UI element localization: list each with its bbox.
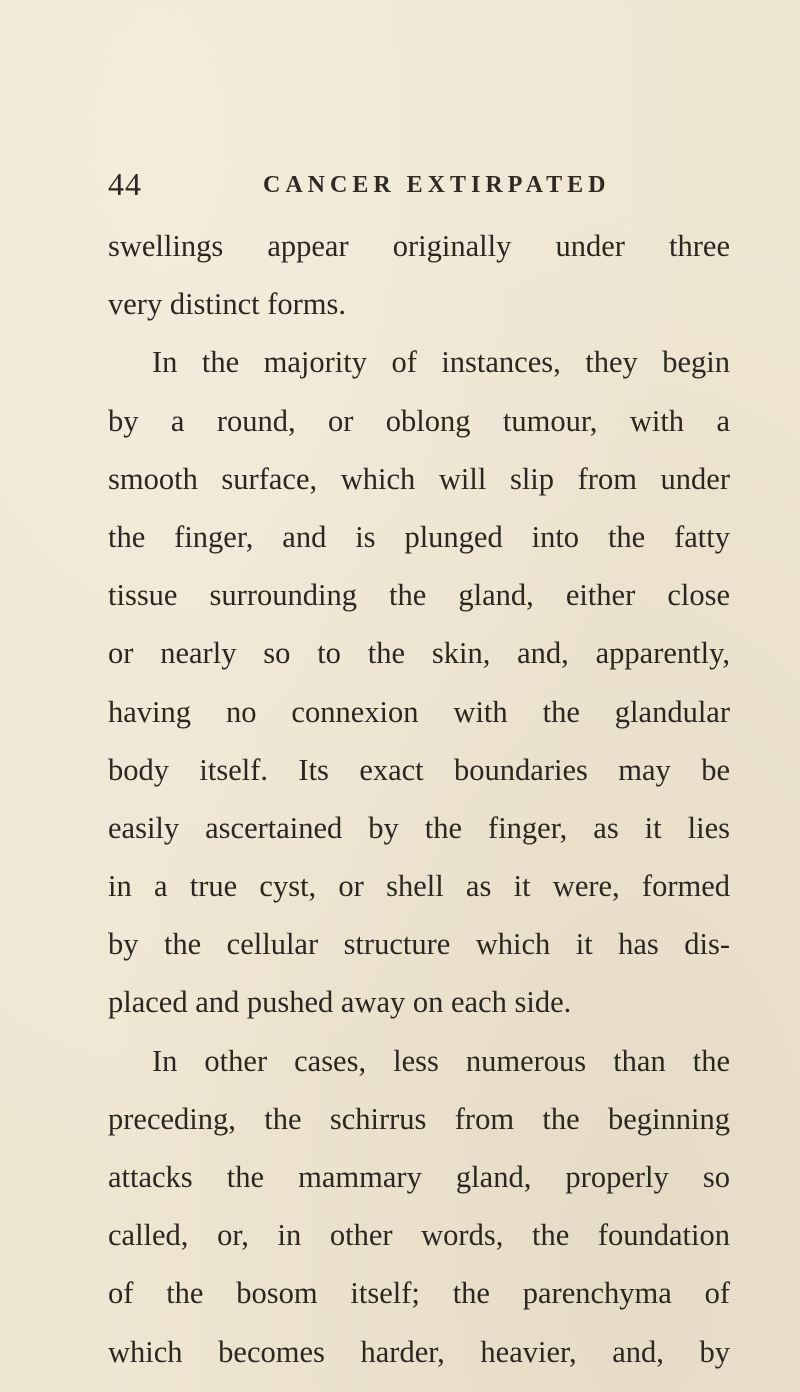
page-number: 44 xyxy=(108,166,142,202)
text-line: tissue surrounding the gland, either close xyxy=(108,578,730,613)
running-head xyxy=(108,166,728,206)
text-line: or nearly so to the skin, and, apparently, xyxy=(108,636,730,671)
text-line: having no connexion with the glandular xyxy=(108,694,730,729)
text-line: placed and pushed away on each side. xyxy=(108,985,572,1020)
text-line: preceding, the schirrus from the beginning xyxy=(108,1101,730,1136)
text-line: in a true cyst, or shell as it were, formed xyxy=(108,869,730,904)
text-line: by the cellular structure which it has dis- xyxy=(108,927,730,962)
text-line: called, or, in other words, the foundation xyxy=(108,1218,730,1253)
body-text xyxy=(108,217,730,1381)
text-line: very distinct forms. xyxy=(108,287,347,322)
text-line: body itself. Its exact boundaries may be xyxy=(108,752,730,787)
paragraph-first-line: In other cases, less numerous than the xyxy=(152,1043,730,1078)
paragraph-first-line: In the majority of instances, they begin xyxy=(152,345,730,380)
text-line: swellings appear originally under three xyxy=(108,229,730,263)
text-line: which becomes harder, heavier, and, by xyxy=(108,1334,730,1369)
running-title: CANCER EXTIRPATED xyxy=(263,172,611,198)
text-line: the finger, and is plunged into the fatty xyxy=(108,519,730,554)
text-line: easily ascertained by the finger, as it lies xyxy=(108,810,730,845)
text-line: by a round, or oblong tumour, with a xyxy=(108,403,730,438)
text-line: smooth surface, which will slip from under xyxy=(108,461,730,496)
text-line: attacks the mammary gland, properly so xyxy=(108,1160,730,1194)
text-line: of the bosom itself; the parenchyma of xyxy=(108,1276,730,1311)
